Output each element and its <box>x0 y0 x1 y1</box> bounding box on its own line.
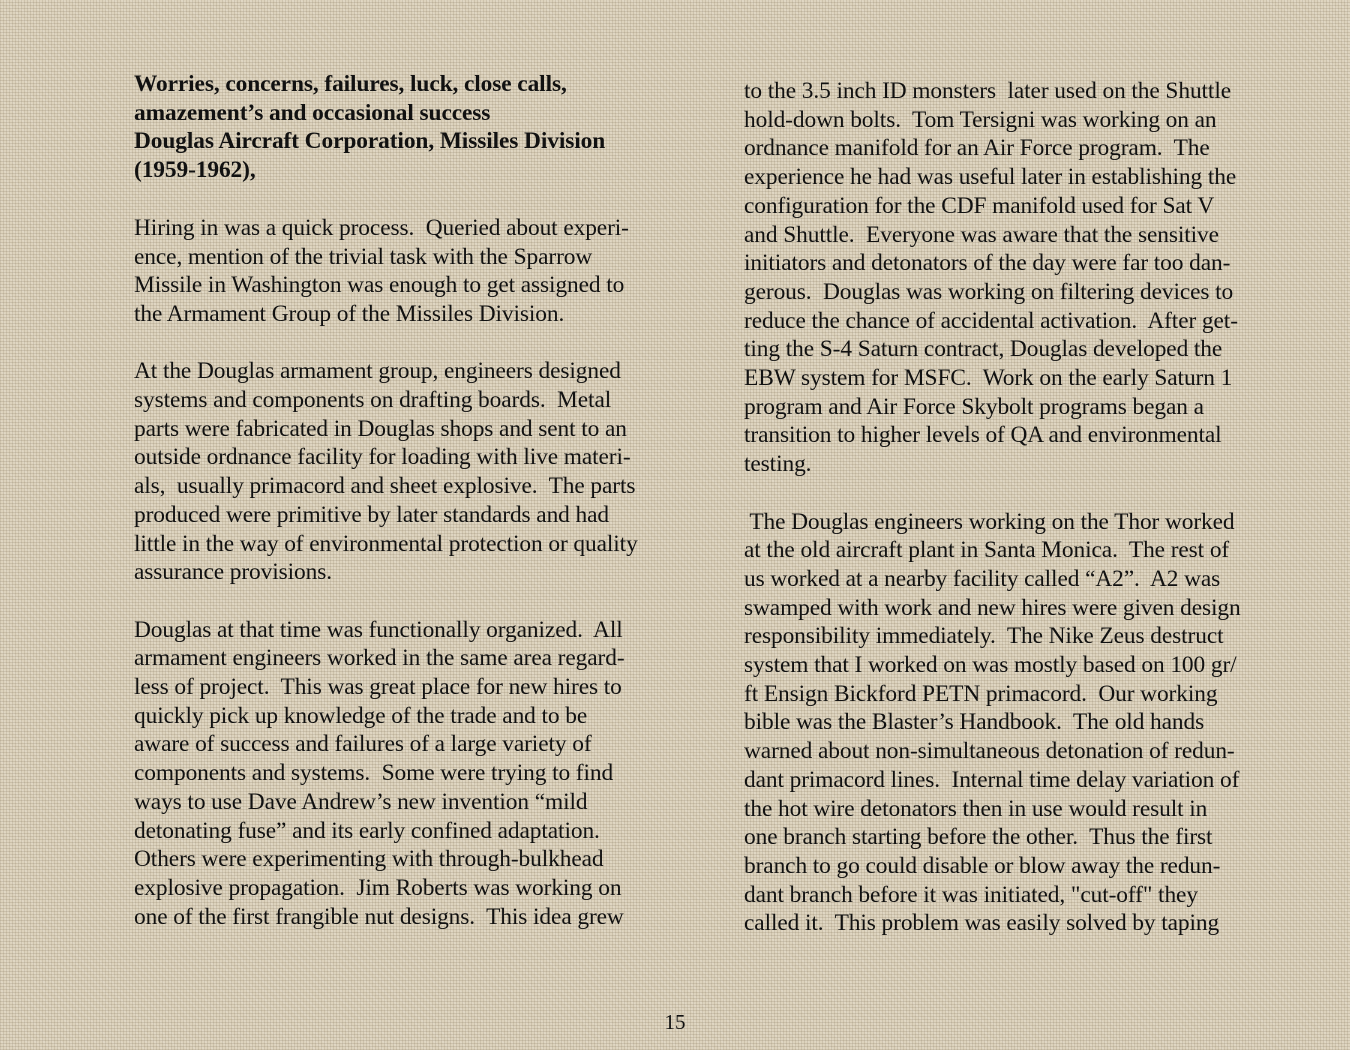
heading-line: Douglas Aircraft Corporation, Missiles Division <box>134 128 606 155</box>
text-line: branch to go could disable or blow away the redun- <box>744 852 1221 879</box>
text-line: explosive propagation. Jim Roberts was working on <box>134 874 622 901</box>
text-line: Hiring in was a quick process. Queried about experi- <box>134 214 629 241</box>
text-line: Douglas at that time was functionally organized. All <box>134 616 623 643</box>
text-line: one branch starting before the other. Thus the first <box>744 824 1213 851</box>
text-line: outside ordnance facility for loading with live materi- <box>134 444 631 471</box>
text-line: one of the first frangible nut designs. This idea grew <box>134 903 624 930</box>
text-line: quickly pick up knowledge of the trade and to be <box>134 702 588 729</box>
heading-line: amazement’s and occasional success <box>134 99 491 126</box>
paragraph-thor-engineers <box>744 508 1304 939</box>
text-line: less of project. This was great place for new hires to <box>134 674 622 701</box>
text-line: configuration for the CDF manifold used for Sat V <box>744 192 1215 219</box>
text-line: hold-down bolts. Tom Tersigni was working on an <box>744 106 1217 133</box>
text-line: systems and components on drafting boards. Metal <box>134 387 612 414</box>
text-line: ordnance manifold for an Air Force program. The <box>744 135 1210 162</box>
text-line: reduce the chance of accidental activation. After get- <box>744 307 1238 334</box>
paragraph-hiring <box>134 214 694 329</box>
text-line: dant primacord lines. Internal time delay variation of <box>744 766 1240 793</box>
text-line: EBW system for MSFC. Work on the early Saturn 1 <box>744 365 1233 392</box>
text-line: gerous. Douglas was working on filtering devices to <box>744 278 1234 305</box>
heading-line: (1959-1962), <box>134 157 256 184</box>
text-line: ways to use Dave Andrew’s new invention “mild <box>134 788 588 815</box>
text-line: armament engineers worked in the same area regard- <box>134 645 625 672</box>
text-line: parts were fabricated in Douglas shops and sent to an <box>134 415 627 442</box>
heading-line: Worries, concerns, failures, luck, close calls, <box>134 71 567 97</box>
text-line: little in the way of environmental protection or quality <box>134 530 638 557</box>
text-line: the hot wire detonators then in use would result in <box>744 795 1208 822</box>
paragraph-organization <box>134 616 694 932</box>
right-column <box>744 77 1304 967</box>
text-line: components and systems. Some were trying to find <box>134 760 614 787</box>
text-line: experience he had was useful later in establishing the <box>744 164 1237 191</box>
text-line: bible was the Blaster’s Handbook. The old hands <box>744 709 1205 736</box>
text-line: detonating fuse” and its early confined adaptation. <box>134 817 600 844</box>
text-line: the Armament Group of the Missiles Division. <box>134 300 565 327</box>
text-line: als, usually primacord and sheet explosive. The parts <box>134 473 636 500</box>
paragraph-continuation <box>744 77 1304 479</box>
text-line: transition to higher levels of QA and environmental <box>744 422 1222 449</box>
text-line: initiators and detonators of the day were far too dan- <box>744 250 1231 277</box>
text-line: system that I worked on was mostly based on 100 gr/ <box>744 652 1237 679</box>
text-line: ting the S-4 Saturn contract, Douglas developed the <box>744 336 1223 363</box>
text-line: program and Air Force Skybolt programs began a <box>744 393 1204 420</box>
text-line: dant branch before it was initiated, "cut-off" they <box>744 881 1198 908</box>
text-line: us worked at a nearby facility called “A2”. A2 was <box>744 565 1221 592</box>
text-line: swamped with work and new hires were given design <box>744 594 1241 621</box>
text-line: ft Ensign Bickford PETN primacord. Our working <box>744 680 1218 707</box>
text-line: called it. This problem was easily solved by taping <box>744 910 1220 937</box>
text-line: to the 3.5 inch ID monsters later used on the Shuttle <box>744 78 1232 104</box>
text-line: testing. <box>744 451 812 478</box>
paragraph-armament-group <box>134 357 694 587</box>
left-column <box>134 70 694 960</box>
text-line: produced were primitive by later standards and had <box>134 501 609 528</box>
text-line: at the old aircraft plant in Santa Monica. The rest of <box>744 537 1230 564</box>
text-line: At the Douglas armament group, engineers designed <box>134 358 621 385</box>
text-line: aware of success and failures of a large variety of <box>134 731 592 758</box>
text-line: ence, mention of the trivial task with the Sparrow <box>134 243 593 270</box>
article-heading <box>134 70 694 185</box>
text-line: assurance provisions. <box>134 559 332 586</box>
text-line: responsibility immediately. The Nike Zeus destruct <box>744 623 1224 650</box>
text-line: The Douglas engineers working on the Thor worked <box>744 508 1235 535</box>
text-line: and Shuttle. Everyone was aware that the sensitive <box>744 221 1219 248</box>
text-line: Others were experimenting with through-bulkhead <box>134 846 604 873</box>
text-line: warned about non-simultaneous detonation of redun- <box>744 738 1235 765</box>
text-line: Missile in Washington was enough to get assigned to <box>134 272 625 299</box>
page-number: 15 <box>664 1010 686 1034</box>
